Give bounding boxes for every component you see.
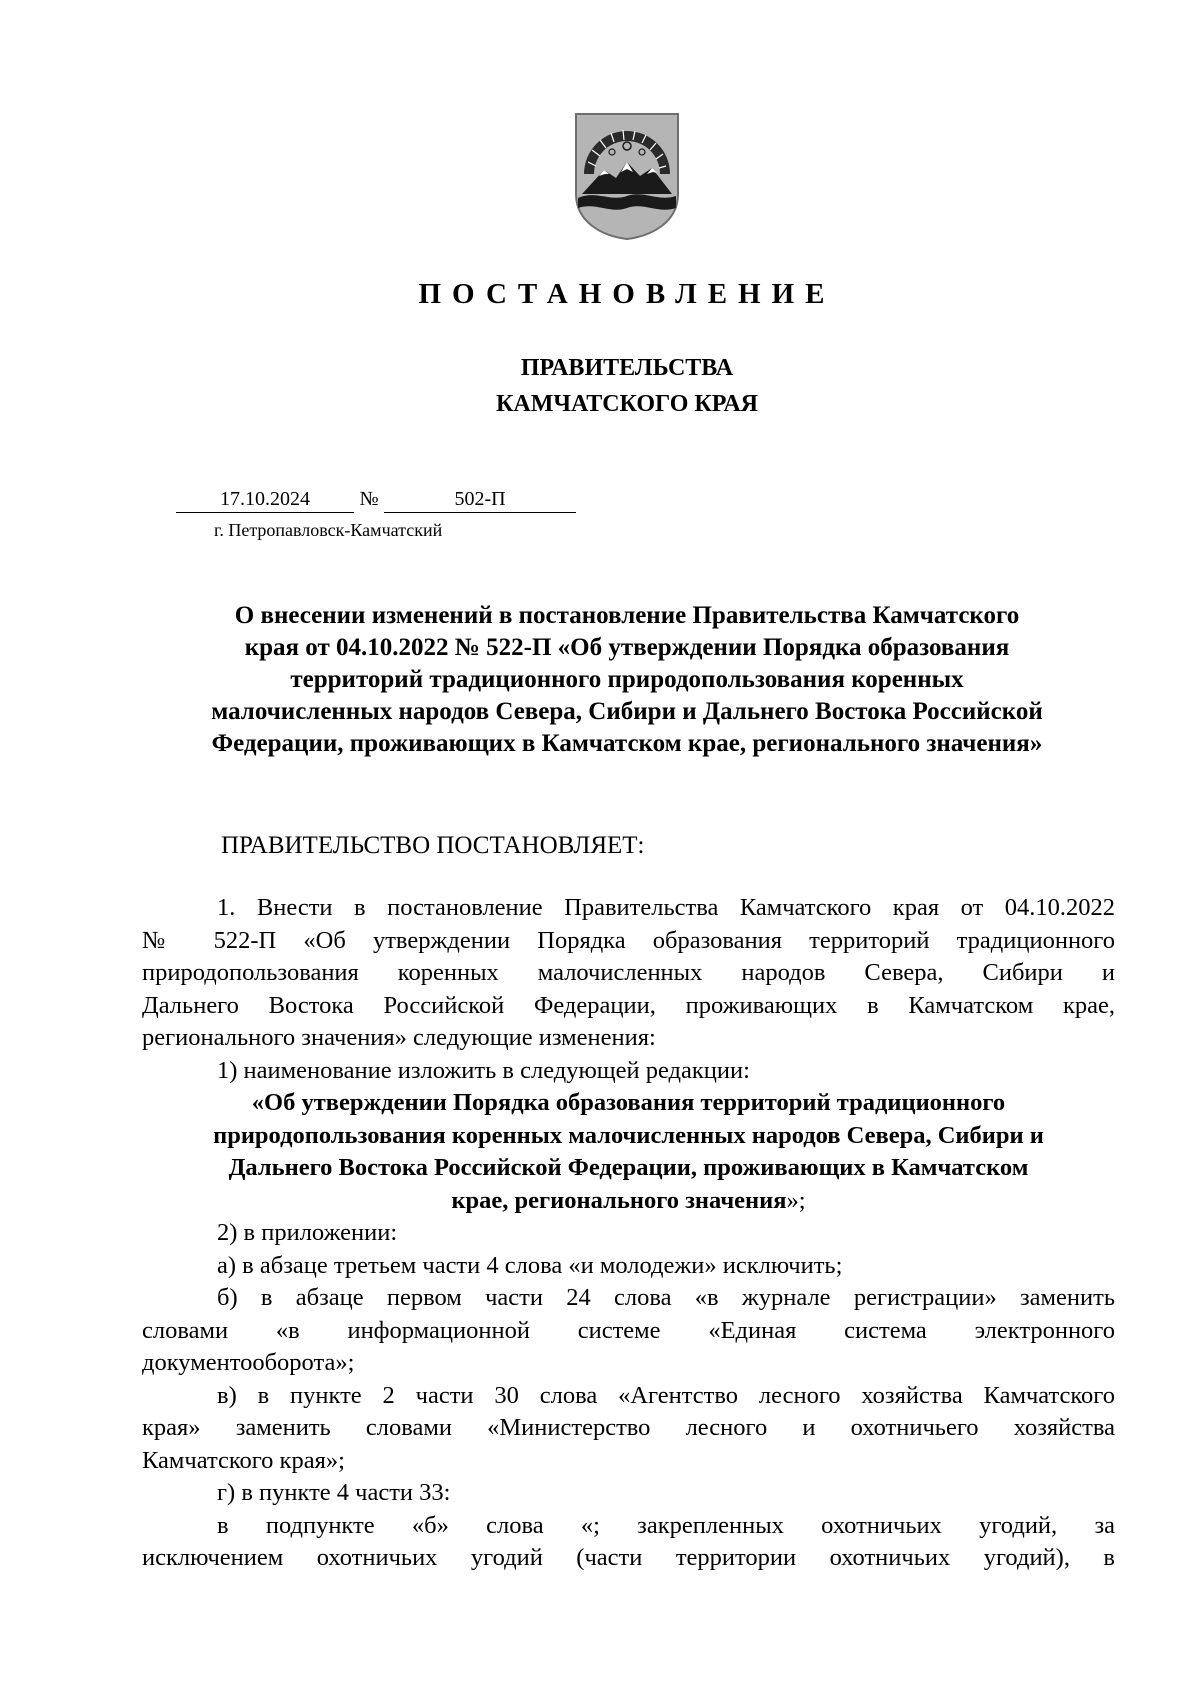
title-line: малочисленных народов Севера, Сибири и Дальнего Востока Российской	[211, 698, 1043, 725]
title-line: Федерации, проживающих в Камчатском крае, регионального значения»	[211, 730, 1043, 757]
body-line: края» заменить словами «Министерство лесного и охотничьего хозяйства	[142, 1414, 1115, 1441]
document-date: 17.10.2024	[176, 486, 354, 513]
document-number: 502-П	[384, 486, 576, 513]
body-line: природопользования коренных малочисленных народов Севера, Сибири и	[142, 959, 1115, 986]
quoted-title-end: крае, регионального значения	[451, 1186, 787, 1214]
title-line: О внесении изменений в постановление Правительства Камчатского	[234, 602, 1020, 629]
decree-statement: ПРАВИТЕЛЬСТВО ПОСТАНОВЛЯЕТ:	[221, 832, 645, 859]
body-line: 1) наименование изложить в следующей редакции:	[217, 1056, 750, 1084]
issuing-authority	[0, 350, 1200, 422]
coat-of-arms-icon	[574, 112, 680, 240]
body-line: исключением охотничьих угодий (части территории охотничьих угодий), в	[142, 1544, 1115, 1571]
authority-line: ПРАВИТЕЛЬСТВА	[520, 355, 734, 381]
body-line: в подпункте «б» слова «; закрепленных охотничьих угодий, за	[217, 1511, 1115, 1539]
title-line: края от 04.10.2022 № 522-П «Об утверждении Порядка образования	[244, 634, 1010, 661]
body-line: 1. Внести в постановление Правительства Камчатского края от 04.10.2022	[217, 894, 1115, 921]
body-line: Дальнего Востока Российской Федерации, проживающих в Камчатском крае,	[142, 991, 1115, 1019]
document-type-heading: ПОСТАНОВЛЕНИЕ	[418, 278, 836, 310]
body-line: регионального значения» следующие изменения:	[142, 1024, 656, 1051]
body-line: словами «в информационной системе «Единая система электронного	[142, 1316, 1115, 1344]
authority-line: КАМЧАТСКОГО КРАЯ	[495, 391, 759, 417]
body-line: Камчатского края»;	[142, 1446, 345, 1474]
body-line: № 522-П «Об утверждении Порядка образования территорий традиционного	[142, 926, 1115, 954]
document-number-label: №	[359, 488, 379, 510]
issue-place: г. Петропавловск-Камчатский	[214, 520, 443, 540]
body-line: 2) в приложении:	[217, 1219, 398, 1246]
body-line: г) в пункте 4 части 33:	[217, 1479, 451, 1506]
quoted-title-line: «Об утверждении Порядка образования территорий традиционного	[251, 1089, 1006, 1116]
quoted-title-line	[142, 1185, 1115, 1218]
document-body	[142, 892, 1115, 1575]
quoted-title-line: Дальнего Востока Российской Федерации, проживающих в Камчатском	[228, 1154, 1029, 1181]
body-line: в) в пункте 2 части 30 слова «Агентство лесного хозяйства Камчатского	[217, 1381, 1115, 1409]
title-line: территорий традиционного природопользования коренных	[290, 666, 964, 693]
document-title	[140, 600, 1114, 760]
body-line: б) в абзаце первом части 24 слова «в журнале регистрации» заменить	[217, 1284, 1115, 1311]
quote-closing: »;	[786, 1186, 806, 1214]
body-line: документооборота»;	[142, 1349, 355, 1376]
quoted-title-line: природопользования коренных малочисленных народов Севера, Сибири и	[213, 1121, 1044, 1149]
body-line: а) в абзаце третьем части 4 слова «и молодежи» исключить;	[217, 1251, 843, 1279]
